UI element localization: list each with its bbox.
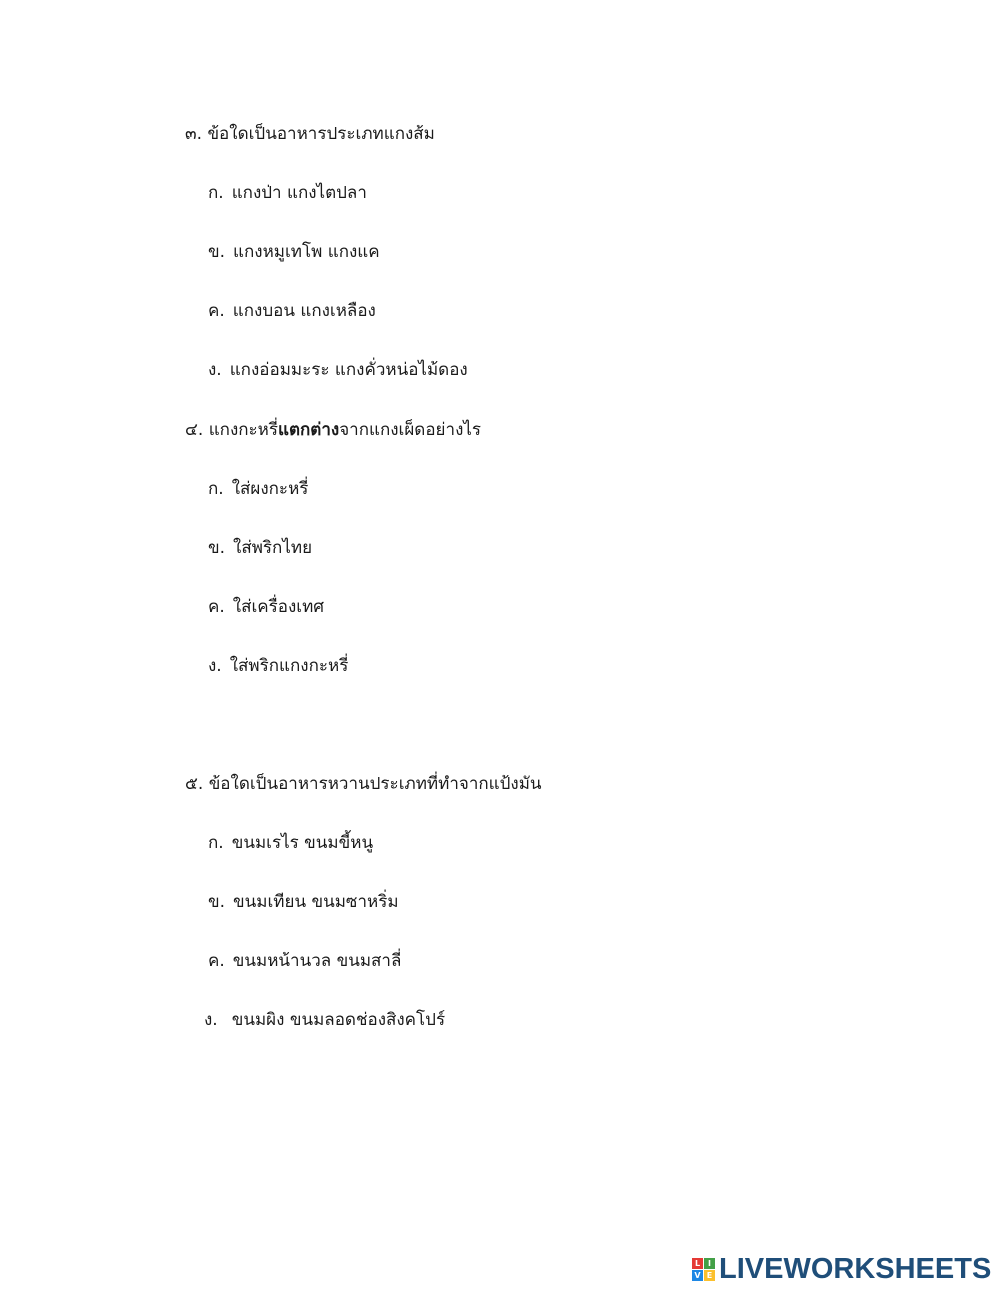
option-text: แกงป่า แกงไตปลา	[231, 183, 367, 203]
option-text: ใส่พริกไทย	[233, 538, 313, 558]
option-text: แกงบอน แกงเหลือง	[232, 301, 376, 321]
option-letter: ข.	[208, 538, 226, 558]
logo-mark-cell: V	[692, 1270, 703, 1281]
option-4-b[interactable]	[208, 536, 312, 560]
question-4	[185, 418, 481, 442]
option-letter: ค.	[208, 951, 225, 971]
logo-text: LIVEWORKSHEETS	[719, 1252, 992, 1285]
question-text: ข้อใดเป็นอาหารประเภทแกงส้ม	[207, 124, 435, 144]
question-text: ข้อใดเป็นอาหารหวานประเภทที่ทำจากแป้งมัน	[208, 774, 542, 794]
option-text: แกงอ่อมมะระ แกงคั่วหน่อไม้ดอง	[229, 360, 468, 380]
question-number: ๔.	[185, 420, 204, 440]
option-4-d[interactable]	[208, 654, 348, 678]
question-text-emphasis: แตกต่าง	[278, 420, 340, 440]
question-text-before: แกงกะหรี่	[208, 420, 278, 440]
option-5-b[interactable]	[208, 890, 399, 914]
logo-mark-cell: I	[704, 1258, 715, 1269]
option-4-c[interactable]	[208, 595, 324, 619]
option-5-c[interactable]	[208, 949, 401, 973]
option-letter: ค.	[208, 597, 225, 617]
option-letter: ก.	[208, 833, 224, 853]
logo-mark-icon	[692, 1258, 715, 1281]
logo-mark-cell: E	[704, 1270, 715, 1281]
question-text-after: จากแกงเผ็ดอย่างไร	[339, 420, 482, 440]
option-3-d[interactable]	[208, 358, 468, 382]
option-5-a[interactable]	[208, 831, 373, 855]
option-text: ขนมเทียน ขนมซาหริ่ม	[233, 892, 399, 912]
question-number: ๕.	[185, 774, 204, 794]
option-4-a[interactable]	[208, 477, 308, 501]
option-3-c[interactable]	[208, 299, 376, 323]
option-text: ขนมเรไร ขนมขี้หนู	[231, 833, 374, 853]
option-3-b[interactable]	[208, 240, 380, 264]
option-letter: ข.	[208, 892, 226, 912]
option-text: ใส่ผงกะหรี่	[231, 479, 309, 499]
liveworksheets-logo[interactable]	[692, 1253, 991, 1285]
option-letter: ง.	[204, 1010, 218, 1030]
option-letter: ง.	[208, 656, 222, 676]
option-letter: ก.	[208, 479, 224, 499]
option-letter: ค.	[208, 301, 225, 321]
question-number: ๓.	[185, 124, 203, 144]
question-5	[185, 772, 542, 796]
option-text: ขนมหน้านวล ขนมสาลี่	[232, 951, 402, 971]
option-text: ใส่พริกแกงกะหรี่	[229, 656, 349, 676]
option-letter: ง.	[208, 360, 222, 380]
logo-mark-cell: L	[692, 1258, 703, 1269]
option-letter: ข.	[208, 242, 226, 262]
option-text: ขนมผิง ขนมลอดช่องสิงคโปร์	[231, 1010, 446, 1030]
option-3-a[interactable]	[208, 181, 367, 205]
option-text: ใส่เครื่องเทศ	[232, 597, 325, 617]
option-text: แกงหมูเทโพ แกงแค	[233, 242, 380, 262]
option-5-d[interactable]	[204, 1008, 445, 1032]
option-letter: ก.	[208, 183, 224, 203]
question-3	[185, 122, 435, 146]
